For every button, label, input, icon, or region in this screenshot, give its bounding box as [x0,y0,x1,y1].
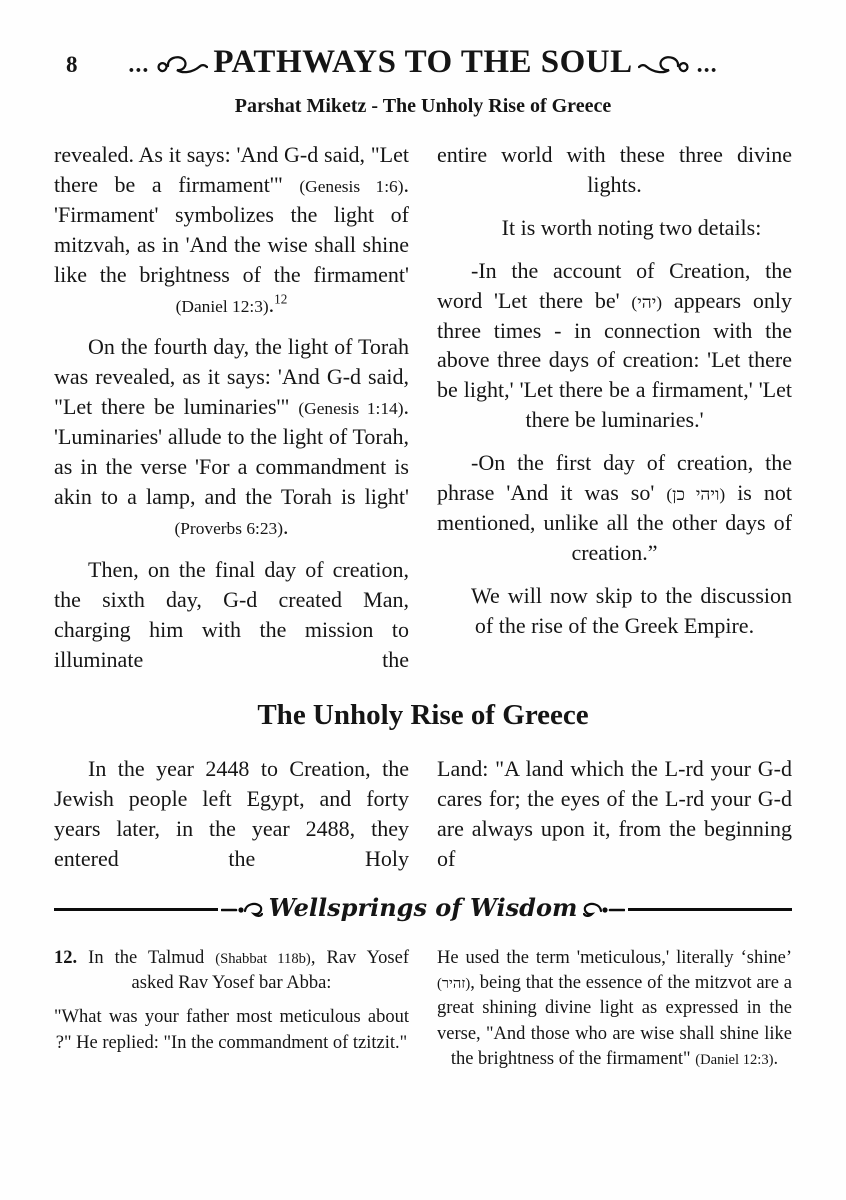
section-left-column [54,754,409,887]
footnote-paragraph: "What was your father most meticulous about ?" He replied: "In the commandment of tzitzit." [54,1007,409,1053]
divider-label: Wellsprings of Wisdom [268,893,578,923]
paragraph: Land: "A land which the L-rd your G-d cares for; the eyes of the L-rd your G-d are always upon it, from the beginning of [437,756,792,872]
flourish-right-icon [638,53,692,79]
divider-rule-left [54,908,218,911]
divider-flourish-left-icon [221,901,263,919]
title-wrap [128,44,717,81]
page-number: 8 [66,52,78,77]
paragraph: -In the account of Creation, the word 'Let there be' (יהי) appears only three times - in connection with the above three days of creation: 'Let there be light,' 'Let there be a firmament,' 'Let there be luminaries.' [437,257,792,433]
section-heading: The Unholy Rise of Greece [257,699,589,732]
footnotes [54,946,792,1081]
section-columns [54,754,792,887]
footnote-paragraph: He used the term 'meticulous,' literally ‘shine’ (זהיר), being that the essence of the mitzvot are a great shining divine light as expressed in the verse, "And those who are wise shall shine like the brightness of the firmament" (Daniel 12:3). [437,948,792,1069]
flourish-left-icon [154,53,208,79]
paragraph: We will now skip to the discussion of the rise of the Greek Empire. [471,582,792,638]
divider-rule-right [628,908,792,911]
footnote-divider [54,895,792,924]
divider-flourish-right-icon [583,901,625,919]
footnote-right-column [437,946,792,1081]
paragraph: -On the first day of creation, the phrase 'And it was so' (ויהי כן) is not mentioned, unlike all the other days of creation.” [437,450,792,565]
paragraph: It is worth noting two details: [501,214,762,240]
footnote-left-column [54,946,409,1081]
paragraph: revealed. As it says: 'And G-d said, "Let there be a firmament'" (Genesis 1:6). 'Firmament' symbolizes the light of mitzvah, as in 'And the wise shall shine like the brightness of the firmament' (Daniel 12:3).$^{12}$ [54,142,409,317]
page-title: PATHWAYS TO THE SOUL [213,44,633,80]
article-columns [54,140,792,687]
page-subtitle: Parshat Miketz - The Unholy Rise of Greece [234,95,612,117]
section-right-column [437,754,792,887]
paragraph: entire world with these three divine lights. [437,142,792,197]
article-right-column [437,140,792,687]
page-header [54,44,792,118]
paragraph: On the fourth day, the light of Torah was revealed, as it says: 'And G-d said, "Let there be luminaries'" (Genesis 1:14). 'Luminaries' allude to the light of Torah, as in the verse 'For a commandment is akin to a lamp, and the Torah is light' (Proverbs 6:23). [54,334,409,539]
ornament-dots-left: ... [128,51,150,78]
footnote-paragraph: 12. In the Talmud (Shabbat 118b), Rav Yosef asked Rav Yosef bar Abba: [54,948,409,994]
paragraph: Then, on the final day of creation, the sixth day, G-d created Man, charging him with the mission to illuminate the [54,556,409,672]
title-row [54,44,792,90]
article-left-column [54,140,409,687]
paragraph: In the year 2448 to Creation, the Jewish people left Egypt, and forty years later, in the year 2488, they entered the Holy [54,756,409,872]
ornament-dots-right: ... [696,51,718,78]
